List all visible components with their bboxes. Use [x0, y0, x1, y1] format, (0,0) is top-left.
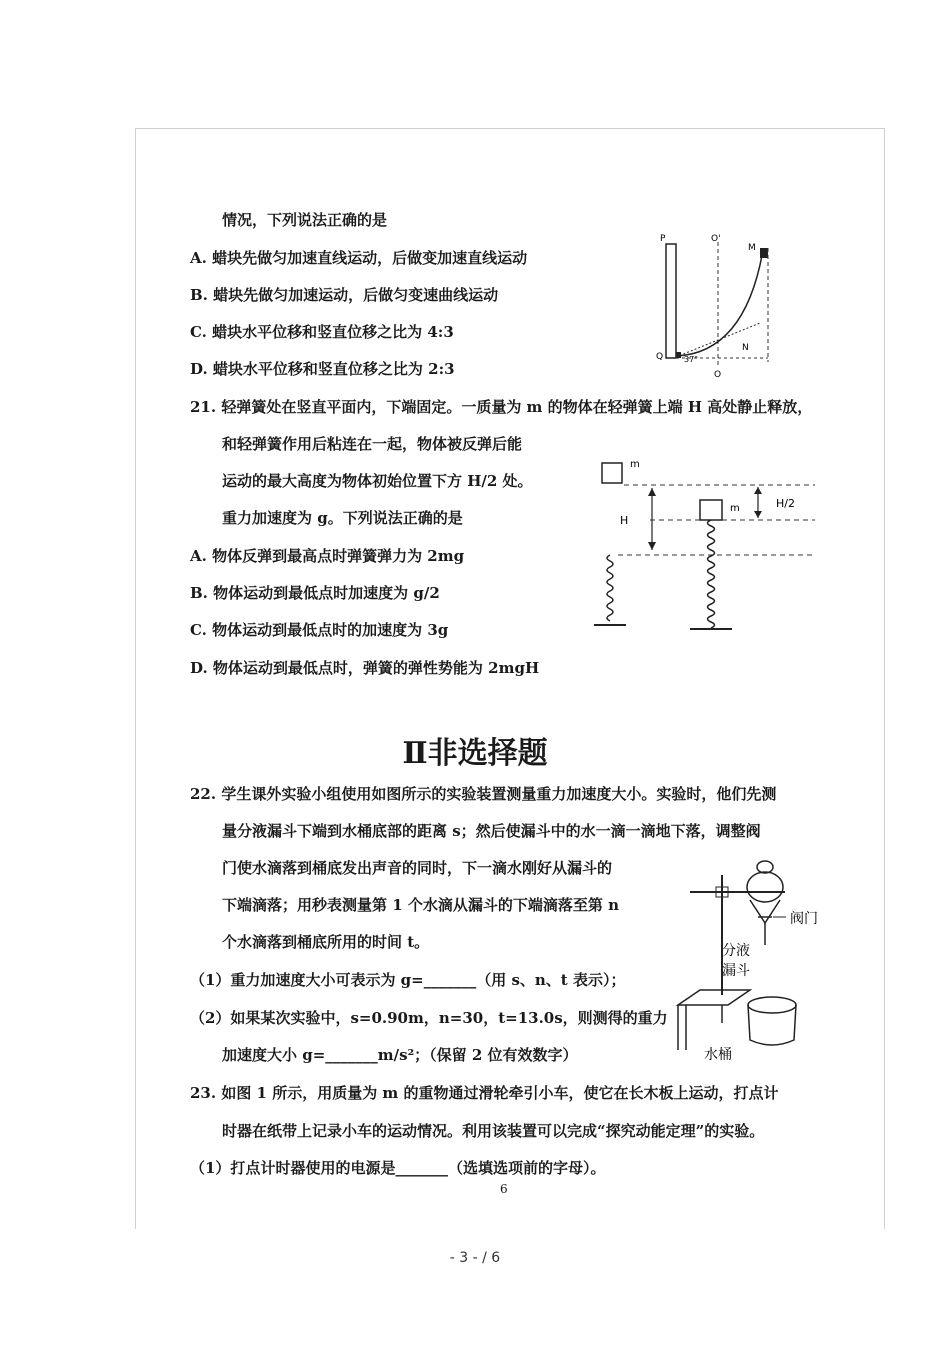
q21-stem-line-1: 21. 轻弹簧处在竖直平面内，下端固定。一质量为 m 的物体在轻弹簧上端 H 高处静止释放，	[190, 398, 813, 416]
q22-sub-2-cont: 加速度大小 g=_______m/s²；（保留 2 位有效数字）	[222, 1046, 578, 1064]
q20-option-d: D. 蜡块水平位移和竖直位移之比为 2:3	[190, 360, 455, 378]
q20-figure	[650, 228, 790, 378]
q21-figure	[590, 455, 820, 640]
q20-option-a: A. 蜡块先做匀加速直线运动，后做变加速直线运动	[190, 249, 528, 267]
q21-option-d: D. 物体运动到最低点时，弹簧的弹性势能为 2mgH	[190, 659, 540, 677]
q21-label-m-top: m	[630, 459, 640, 470]
q22-line-2: 量分液漏斗下端到水桶底部的距离 s；然后使漏斗中的水一滴一滴地下落，调整阀	[222, 822, 761, 840]
q20-label-angle: 37°	[684, 355, 699, 364]
q21-option-a: A. 物体反弹到最高点时弹簧弹力为 2mg	[190, 547, 465, 565]
inner-page-number: 6	[500, 1182, 508, 1196]
page-footer: - 3 - / 6	[449, 1250, 501, 1266]
q21-label-m-mid: m	[730, 503, 740, 514]
q20-label-p: P	[660, 234, 666, 244]
q22-line-4: 下端滴落；用秒表测量第 1 个水滴从漏斗的下端滴落至第 n	[222, 896, 620, 914]
q22-label-bucket: 水桶	[704, 1047, 732, 1063]
q22-label-funnel-1: 分液	[722, 943, 750, 959]
q21-label-h-half: H/2	[776, 497, 795, 510]
q21-stem-line-2: 和轻弹簧作用后粘连在一起，物体被反弹后能	[222, 435, 523, 453]
q20-label-q: Q	[656, 352, 664, 362]
q23-line-1: 23. 如图 1 所示，用质量为 m 的重物通过滑轮牵引小车，使它在长木板上运动，打点计	[190, 1084, 779, 1102]
q20-label-o-top: O'	[711, 234, 721, 244]
q21-label-h: H	[620, 514, 629, 527]
q22-sub-2: （2）如果某次实验中，s=0.90m，n=30，t=13.0s，则测得的重力	[190, 1009, 668, 1027]
section-title: Ⅱ非选择题	[402, 736, 548, 771]
q20-stem-tail: 情况，下列说法正确的是	[222, 211, 388, 229]
q22-line-5: 个水滴落到桶底所用的时间 t。	[222, 933, 430, 951]
q21-stem-line-3: 运动的最大高度为物体初始位置下方 H/2 处。	[222, 472, 533, 490]
q20-option-c: C. 蜡块水平位移和竖直位移之比为 4:3	[190, 323, 454, 341]
q23-line-3: （1）打点计时器使用的电源是_______（选填选项前的字母）。	[190, 1159, 606, 1177]
q21-option-b: B. 物体运动到最低点时加速度为 g/2	[190, 584, 440, 602]
q22-line-3: 门使水滴落到桶底发出声音的同时，下一滴水刚好从漏斗的	[222, 859, 613, 877]
q22-sub-1: （1）重力加速度大小可表示为 g=_______（用 s、n、t 表示）；	[190, 971, 626, 989]
q21-option-c: C. 物体运动到最低点时的加速度为 3g	[190, 621, 449, 639]
q21-stem-line-4: 重力加速度为 g。下列说法正确的是	[222, 509, 463, 527]
q20-option-b: B. 蜡块先做匀加速运动，后做匀变速曲线运动	[190, 286, 499, 304]
q22-label-valve: 阀门	[790, 911, 818, 927]
q20-label-o-bottom: O	[714, 370, 722, 380]
q20-label-m: M	[748, 243, 756, 253]
q22-figure	[660, 845, 835, 1065]
q20-label-n: N	[742, 343, 749, 353]
q22-label-funnel-2: 漏斗	[722, 963, 750, 979]
q23-line-2: 时器在纸带上记录小车的运动情况。利用该装置可以完成“探究动能定理”的实验。	[222, 1122, 765, 1140]
q22-line-1: 22. 学生课外实验小组使用如图所示的实验装置测量重力加速度大小。实验时，他们先测	[190, 785, 777, 803]
